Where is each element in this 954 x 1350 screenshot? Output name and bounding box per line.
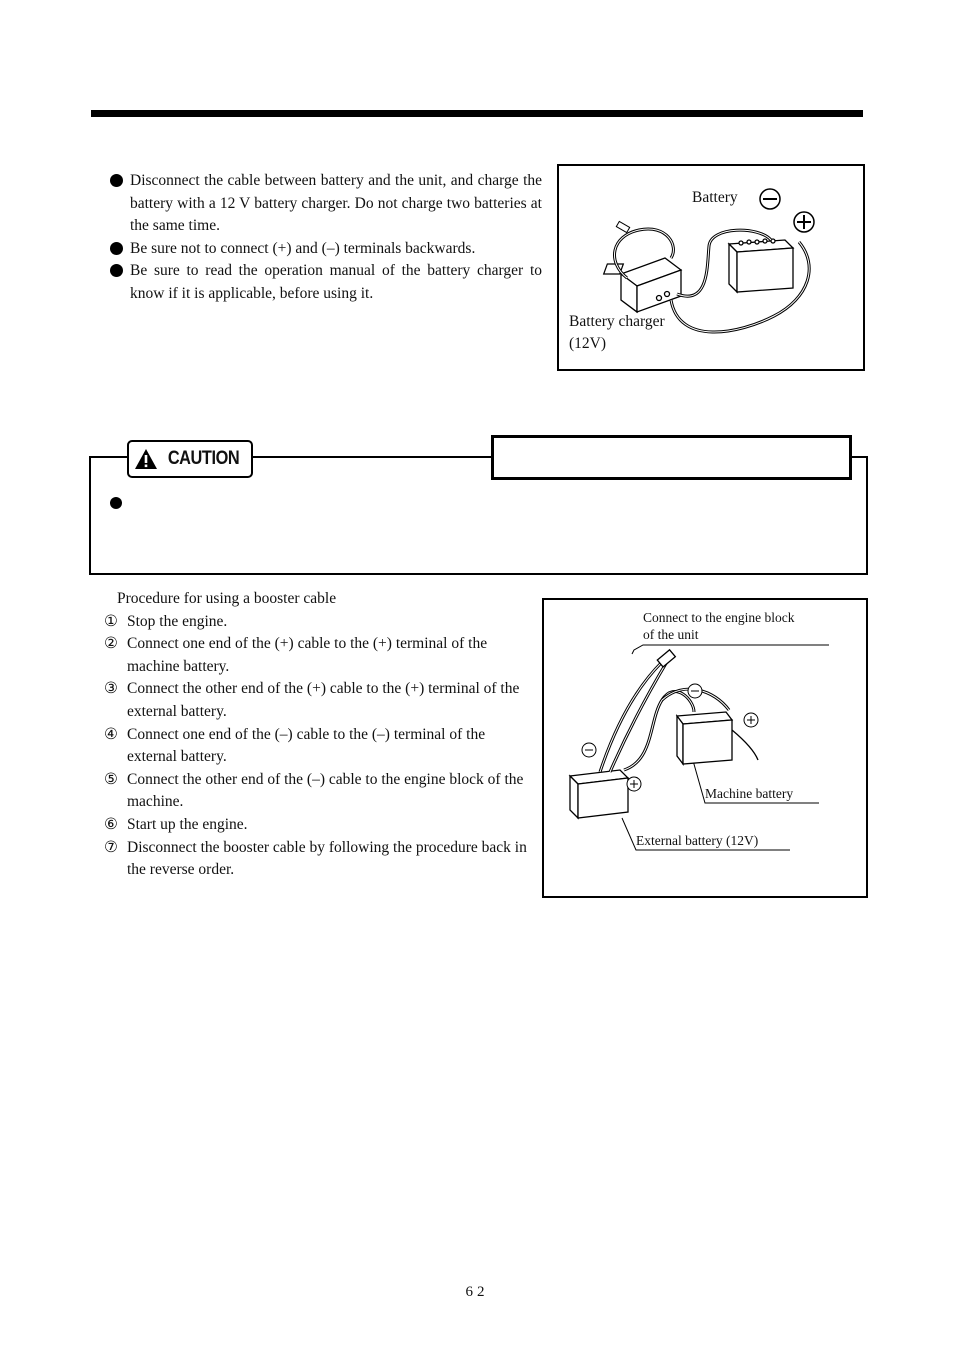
bullet-icon [110, 264, 123, 277]
page-number: 62 [465, 1284, 489, 1300]
procedure-step: ④ Connect one end of the (–) cable to the (–) terminal of the external battery. [104, 725, 486, 766]
charger-voltage-label: (12V) [569, 335, 607, 352]
charging-instructions [108, 170, 542, 305]
booster-illustration [544, 600, 866, 896]
warning-triangle-icon [134, 448, 158, 470]
engine-block-label: Connect to the engine block [643, 610, 795, 625]
external-battery-label: External battery (12V) [636, 833, 759, 848]
machine-battery-label: Machine battery [705, 786, 794, 801]
procedure-step: ⑥ Start up the engine. [104, 815, 248, 833]
caution-label: CAUTION [168, 448, 240, 469]
caution-badge [127, 440, 253, 478]
procedure-step: ① Stop the engine. [104, 612, 228, 630]
bullet-icon [110, 242, 123, 255]
procedure-step: ⑤ Connect the other end of the (–) cable to the engine block of the machine. [104, 770, 524, 811]
booster-procedure [104, 588, 529, 882]
bullet-text: Be sure not to connect (+) and (–) terminals backwards. [130, 239, 476, 257]
machine-battery-icon [677, 712, 732, 764]
battery-charger-figure [557, 164, 865, 371]
external-battery-icon [570, 770, 628, 818]
procedure-title: Procedure for using a booster cable [117, 590, 337, 607]
charger-illustration [559, 166, 863, 369]
list-item [108, 260, 542, 305]
list-item [108, 238, 542, 261]
charger-label: Battery charger [569, 313, 665, 330]
booster-cable-figure [542, 598, 868, 898]
battery-icon [729, 239, 793, 292]
section-header-box [491, 435, 852, 480]
bullet-icon [110, 174, 123, 187]
procedure-step: ⑦ Disconnect the booster cable by following the procedure back in the reverse order. [104, 838, 527, 879]
bullet-text: Be sure to read the operation manual of the battery charger to know if it is applicable, before using it. [130, 262, 542, 302]
engine-block-label-2: of the unit [643, 627, 699, 642]
battery-label: Battery [692, 189, 738, 206]
bullet-icon [110, 497, 122, 509]
plus-terminal-icon [794, 212, 814, 232]
charger-icon [604, 258, 681, 312]
list-item [108, 170, 542, 238]
procedure-step: ② Connect one end of the (+) cable to the (+) terminal of the machine battery. [104, 635, 488, 675]
bullet-text: Disconnect the cable between battery and the unit, and charge the battery with a 12 V battery charger. Do not charge two batteries at the same time. [130, 172, 542, 234]
minus-terminal-icon [760, 189, 780, 209]
top-rule [91, 110, 863, 117]
procedure-step: ③ Connect the other end of the (+) cable to the (+) terminal of the external battery. [104, 680, 520, 720]
